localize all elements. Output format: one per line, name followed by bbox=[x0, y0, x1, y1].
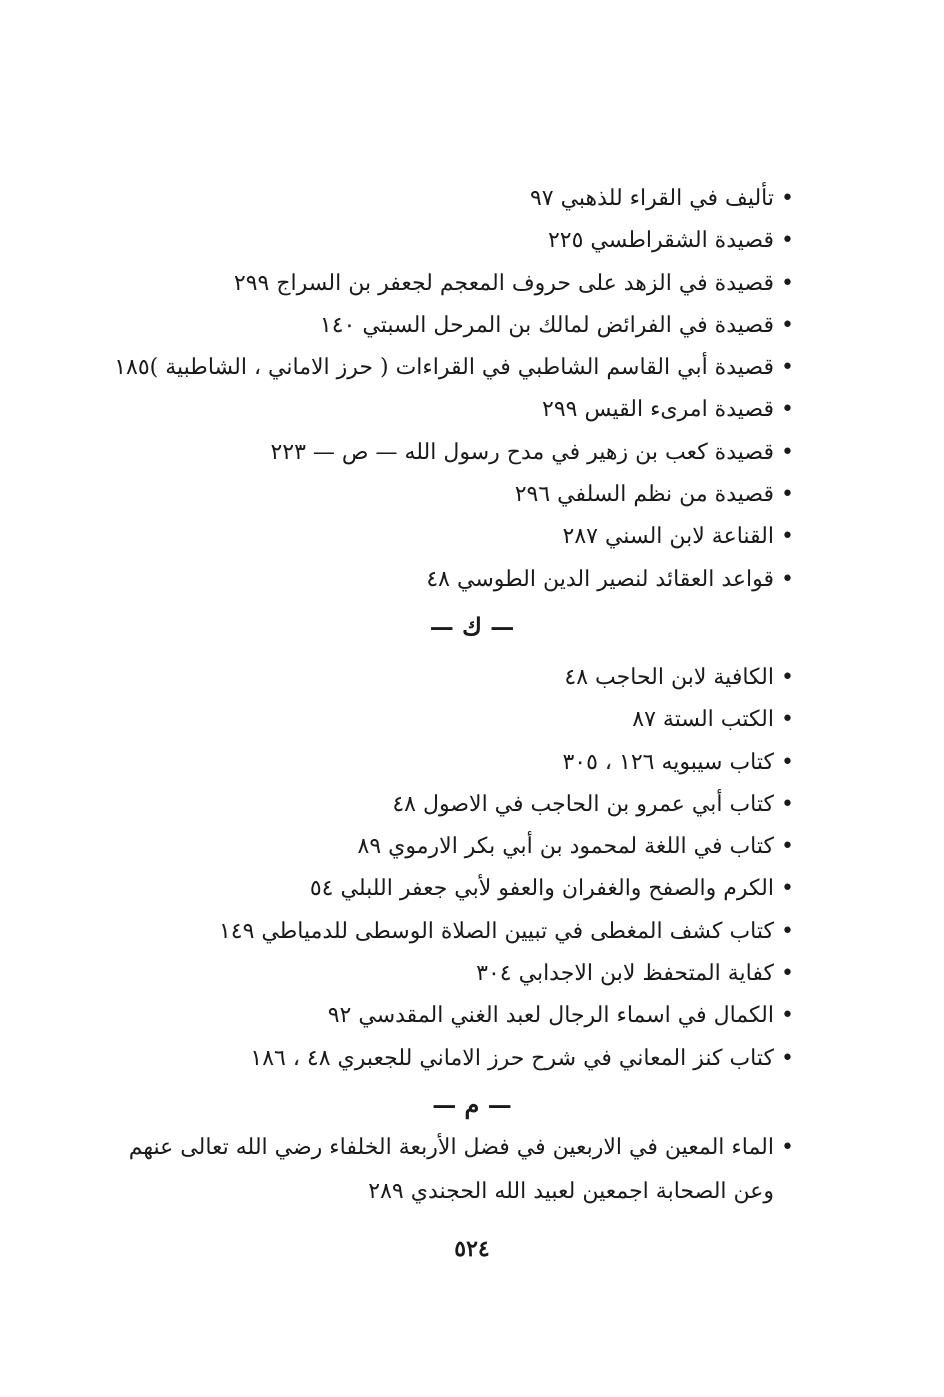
entry-text: قصيدة في الزهد على حروف المعجم لجعفر بن السراج ٢٩٩ bbox=[233, 270, 774, 296]
index-entry bbox=[120, 263, 794, 305]
entry-text: الكرم والصفح والغفران والعفو لأبي جعفر اللبلي ٥٤ bbox=[309, 876, 774, 902]
index-entry bbox=[125, 1126, 794, 1214]
bullet-icon: • bbox=[781, 482, 794, 508]
index-entry bbox=[120, 911, 794, 953]
entry-text: قصيدة أبي القاسم الشاطبي في القراءات ( حرز الاماني ، الشاطبية )١٨٥ bbox=[114, 355, 774, 381]
section-heading-kaf: — ك — bbox=[429, 612, 515, 641]
entry-text: كتاب أبي عمرو بن الحاجب في الاصول ٤٨ bbox=[392, 791, 774, 817]
bullet-icon: • bbox=[781, 355, 794, 381]
bullet-icon: • bbox=[781, 791, 794, 817]
index-section-mim bbox=[125, 1126, 794, 1214]
bullet-icon: • bbox=[781, 876, 794, 902]
entry-text: الكمال في اسماء الرجال لعبد الغني المقدسي ٩٢ bbox=[327, 1003, 774, 1029]
index-section-qaf bbox=[114, 178, 794, 601]
bullet-icon: • bbox=[781, 749, 794, 775]
index-entry bbox=[120, 178, 794, 220]
entry-text: قواعد العقائد لنصير الدين الطوسي ٤٨ bbox=[426, 566, 774, 592]
index-entry bbox=[120, 868, 794, 910]
entry-text: كتاب كنز المعاني في شرح حرز الاماني للجعبري ٤٨ ، ١٨٦ bbox=[250, 1045, 774, 1071]
bullet-icon: • bbox=[781, 1135, 794, 1160]
bullet-icon: • bbox=[781, 1003, 794, 1029]
bullet-icon: • bbox=[781, 439, 794, 465]
index-entry bbox=[120, 432, 794, 474]
entry-text: كتاب في اللغة لمحمود بن أبي بكر الارموي ٨٩ bbox=[357, 834, 774, 860]
index-entry bbox=[120, 305, 794, 347]
bullet-icon: • bbox=[781, 228, 794, 254]
bullet-icon: • bbox=[781, 918, 794, 944]
index-entry bbox=[120, 742, 794, 784]
bullet-icon: • bbox=[781, 397, 794, 423]
index-entry bbox=[120, 1038, 794, 1080]
entry-text: القناعة لابن السني ٢٨٧ bbox=[562, 524, 774, 550]
entry-text: قصيدة كعب بن زهير في مدح رسول الله — ص — ٢٢٣ bbox=[270, 439, 774, 465]
index-section-kaf bbox=[120, 657, 794, 1080]
entry-text: كفاية المتحفظ لابن الاجدابي ٣٠٤ bbox=[476, 961, 774, 987]
index-entry bbox=[120, 559, 794, 601]
bullet-icon: • bbox=[781, 312, 794, 338]
index-entry bbox=[114, 347, 794, 389]
index-entry bbox=[120, 657, 794, 699]
index-entry bbox=[120, 826, 794, 868]
index-entry bbox=[120, 516, 794, 558]
entry-text: كتاب سيبويه ١٢٦ ، ٣٠٥ bbox=[562, 749, 774, 775]
index-entry bbox=[120, 699, 794, 741]
bullet-icon: • bbox=[781, 186, 794, 211]
entry-text: الكتب الستة ٨٧ bbox=[632, 707, 774, 733]
bullet-icon: • bbox=[781, 524, 794, 550]
entry-text: الكافية لابن الحاجب ٤٨ bbox=[564, 665, 774, 690]
entry-text: قصيدة في الفرائض لمالك بن المرحل السبتي ١٤٠ bbox=[319, 312, 774, 338]
index-entry bbox=[120, 389, 794, 431]
bullet-icon: • bbox=[781, 566, 794, 592]
entry-text: قصيدة امرىء القيس ٢٩٩ bbox=[542, 397, 774, 423]
section-heading-mim: — م — bbox=[432, 1090, 512, 1119]
page-number: ٥٢٤ bbox=[454, 1236, 490, 1262]
entry-text: كتاب كشف المغطى في تبيين الصلاة الوسطى للدمياطي ١٤٩ bbox=[218, 918, 774, 944]
entry-text: قصيدة الشقراطسي ٢٢٥ bbox=[547, 228, 774, 254]
entry-text: تأليف في القراء للذهبي ٩٧ bbox=[529, 186, 774, 211]
bullet-icon: • bbox=[781, 665, 794, 690]
index-entry bbox=[120, 953, 794, 995]
entry-text: الماء المعين في الاربعين في فضل الأربعة الخلفاء رضي الله تعالى عنهم وعن الصحابة اجمعين لعبيد الله الحجندي ٢٨٩ bbox=[128, 1135, 774, 1204]
index-entry bbox=[120, 220, 794, 262]
index-entry bbox=[120, 474, 794, 516]
index-entry bbox=[120, 995, 794, 1037]
bullet-icon: • bbox=[781, 1045, 794, 1071]
bullet-icon: • bbox=[781, 834, 794, 860]
entry-text: قصيدة من نظم السلفي ٢٩٦ bbox=[514, 482, 774, 508]
bullet-icon: • bbox=[781, 270, 794, 296]
index-entry bbox=[120, 784, 794, 826]
bullet-icon: • bbox=[781, 707, 794, 733]
bullet-icon: • bbox=[781, 961, 794, 987]
